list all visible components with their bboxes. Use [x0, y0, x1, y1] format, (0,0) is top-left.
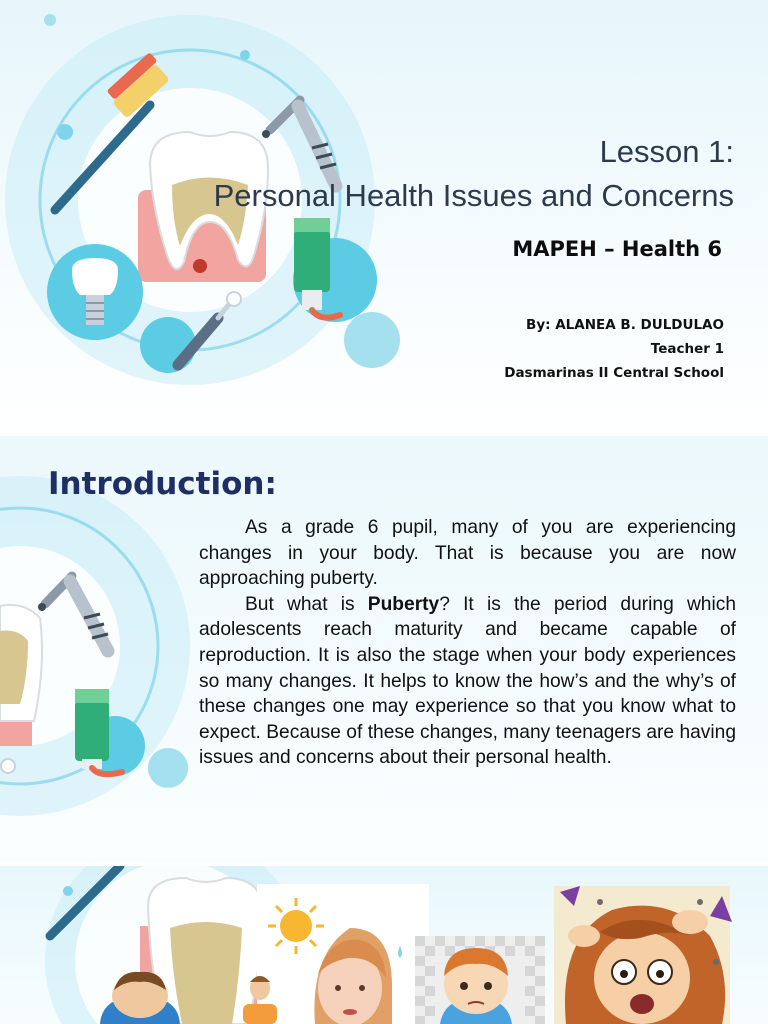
lesson-number: Lesson 1: [599, 134, 734, 169]
bg-dot [57, 124, 73, 140]
school-name: Dasmarinas II Central School [504, 365, 724, 381]
author-position: Teacher 1 [650, 341, 724, 357]
intro-paragraph-2: But what is Puberty? It is the period during which adolescents reach maturity and became capable of reproduction. It is also the stage when your body experiences so many changes. It helps to know the how’s and the why’s of these changes one may experience so that you know what to expect. Because of these changes, many teenagers are having issues and concerns about their personal health. [199, 593, 736, 769]
lesson-title [214, 130, 734, 218]
byline [504, 313, 724, 385]
bg-dot [44, 14, 56, 26]
title-slide [0, 0, 768, 428]
puberty-term: Puberty [367, 593, 440, 615]
bg-dot [240, 50, 250, 60]
author-name: By: ALANEA B. DULDULAO [526, 317, 724, 333]
introduction-body [199, 515, 736, 771]
sweating-girl-photo [257, 884, 429, 1024]
bg-dot [148, 748, 188, 788]
lesson-topic: Personal Health Issues and Concerns [213, 178, 734, 213]
bg-dot [63, 886, 73, 896]
intro-paragraph-1: As a grade 6 pupil, many of you are experiencing changes in your body. That is because you are now approaching puberty. [199, 517, 736, 590]
toothbrush-head-icon [1, 759, 15, 773]
bg-dot [140, 317, 196, 373]
introduction-slide [0, 436, 768, 862]
slide-illustrations [0, 866, 768, 1024]
bg-dot [344, 312, 400, 368]
stressed-girl-photo [554, 886, 732, 1024]
introduction-heading: Introduction: [48, 466, 277, 502]
subject-subtitle: MAPEH – Health 6 [512, 237, 722, 261]
worried-boy-photo [415, 936, 545, 1024]
dental-implant-icon [47, 244, 143, 340]
third-slide-preview [0, 866, 768, 1024]
